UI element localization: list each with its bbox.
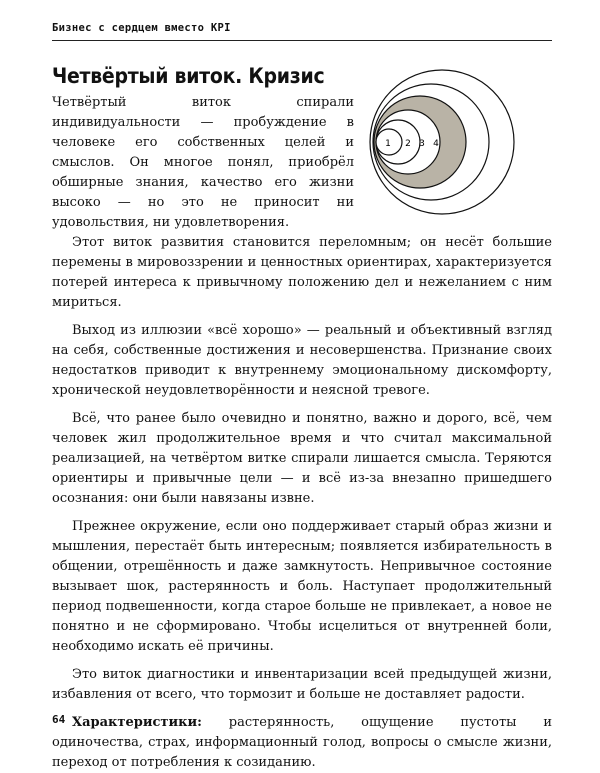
ring-label-1: 1: [385, 139, 391, 149]
running-head: Бизнес с сердцем вместо KPI: [52, 22, 231, 34]
paragraph-3: Выход из иллюзии «всё хорошо» — реальный и объективный взгляд на себя, собственные достижения и несовершенства. Признание своих недостатков приводит к внутреннему эмоциональному дискомфорту, хронической неудовлетворённости и неясной тревоге.: [52, 323, 552, 398]
body-text: [52, 93, 552, 773]
paragraph-5: Прежнее окружение, если оно поддерживает старый образ жизни и мышления, перестаёт быть интересным; появляется избирательность в общении, отрешённость и даже замкнутость. Непривычное состояние вызывает шок, растерянность и боль. Наступает продолжительный период подвешенности, когда старое больше не привлекает, а новое не понятно и не сформировано. Чтобы исцелиться от внутренней боли, необходимо искать её причины.: [52, 519, 552, 654]
lead-paragraph-block: [52, 93, 354, 233]
paragraph-2: Этот виток развития становится переломным; он несёт большие перемены в мировоззрении и ценностных ориентирах, характеризуется потерей интереса к привычному положению дел и нежеланием с ним мириться.: [52, 235, 552, 310]
characteristics-text: растерянность, ощущение пустоты и одиночества, страх, информационный голод, вопросы о смысле жизни, переход от потребления к созиданию.: [52, 715, 552, 770]
ring-label-3: 3: [419, 139, 425, 149]
ring-label-2: 2: [405, 139, 411, 149]
header-rule: [52, 40, 552, 41]
page-number: 64: [52, 713, 66, 726]
paragraph-1: Четвёртый виток спирали индивидуальности — пробуждение в человеке его собственных целей и смыслов. Он многое понял, приобрёл обширные знания, качество его жизни высоко — но это не приносит ни удовольствия, ни удовлетворения.: [52, 95, 354, 230]
paragraph-6: Это виток диагностики и инвентаризации всей предыдущей жизни, избавления от всего, что тормозит и больше не доставляет радости.: [52, 667, 552, 702]
section-title: Четвёртый виток. Кризис: [52, 64, 325, 88]
characteristics-paragraph: [52, 713, 552, 773]
paragraph-4: Всё, что ранее было очевидно и понятно, важно и дорого, всё, чем человек жил продолжительное время и что считал максимальной реализацией, на четвёртом витке спирали лишается смысла. Теряются ориентиры и привычные цели — и всё из-за внезапно пришедшего осознания: они были навязаны извне.: [52, 411, 552, 506]
characteristics-label: Характеристики:: [72, 715, 202, 730]
ring-label-4: 4: [433, 139, 439, 149]
